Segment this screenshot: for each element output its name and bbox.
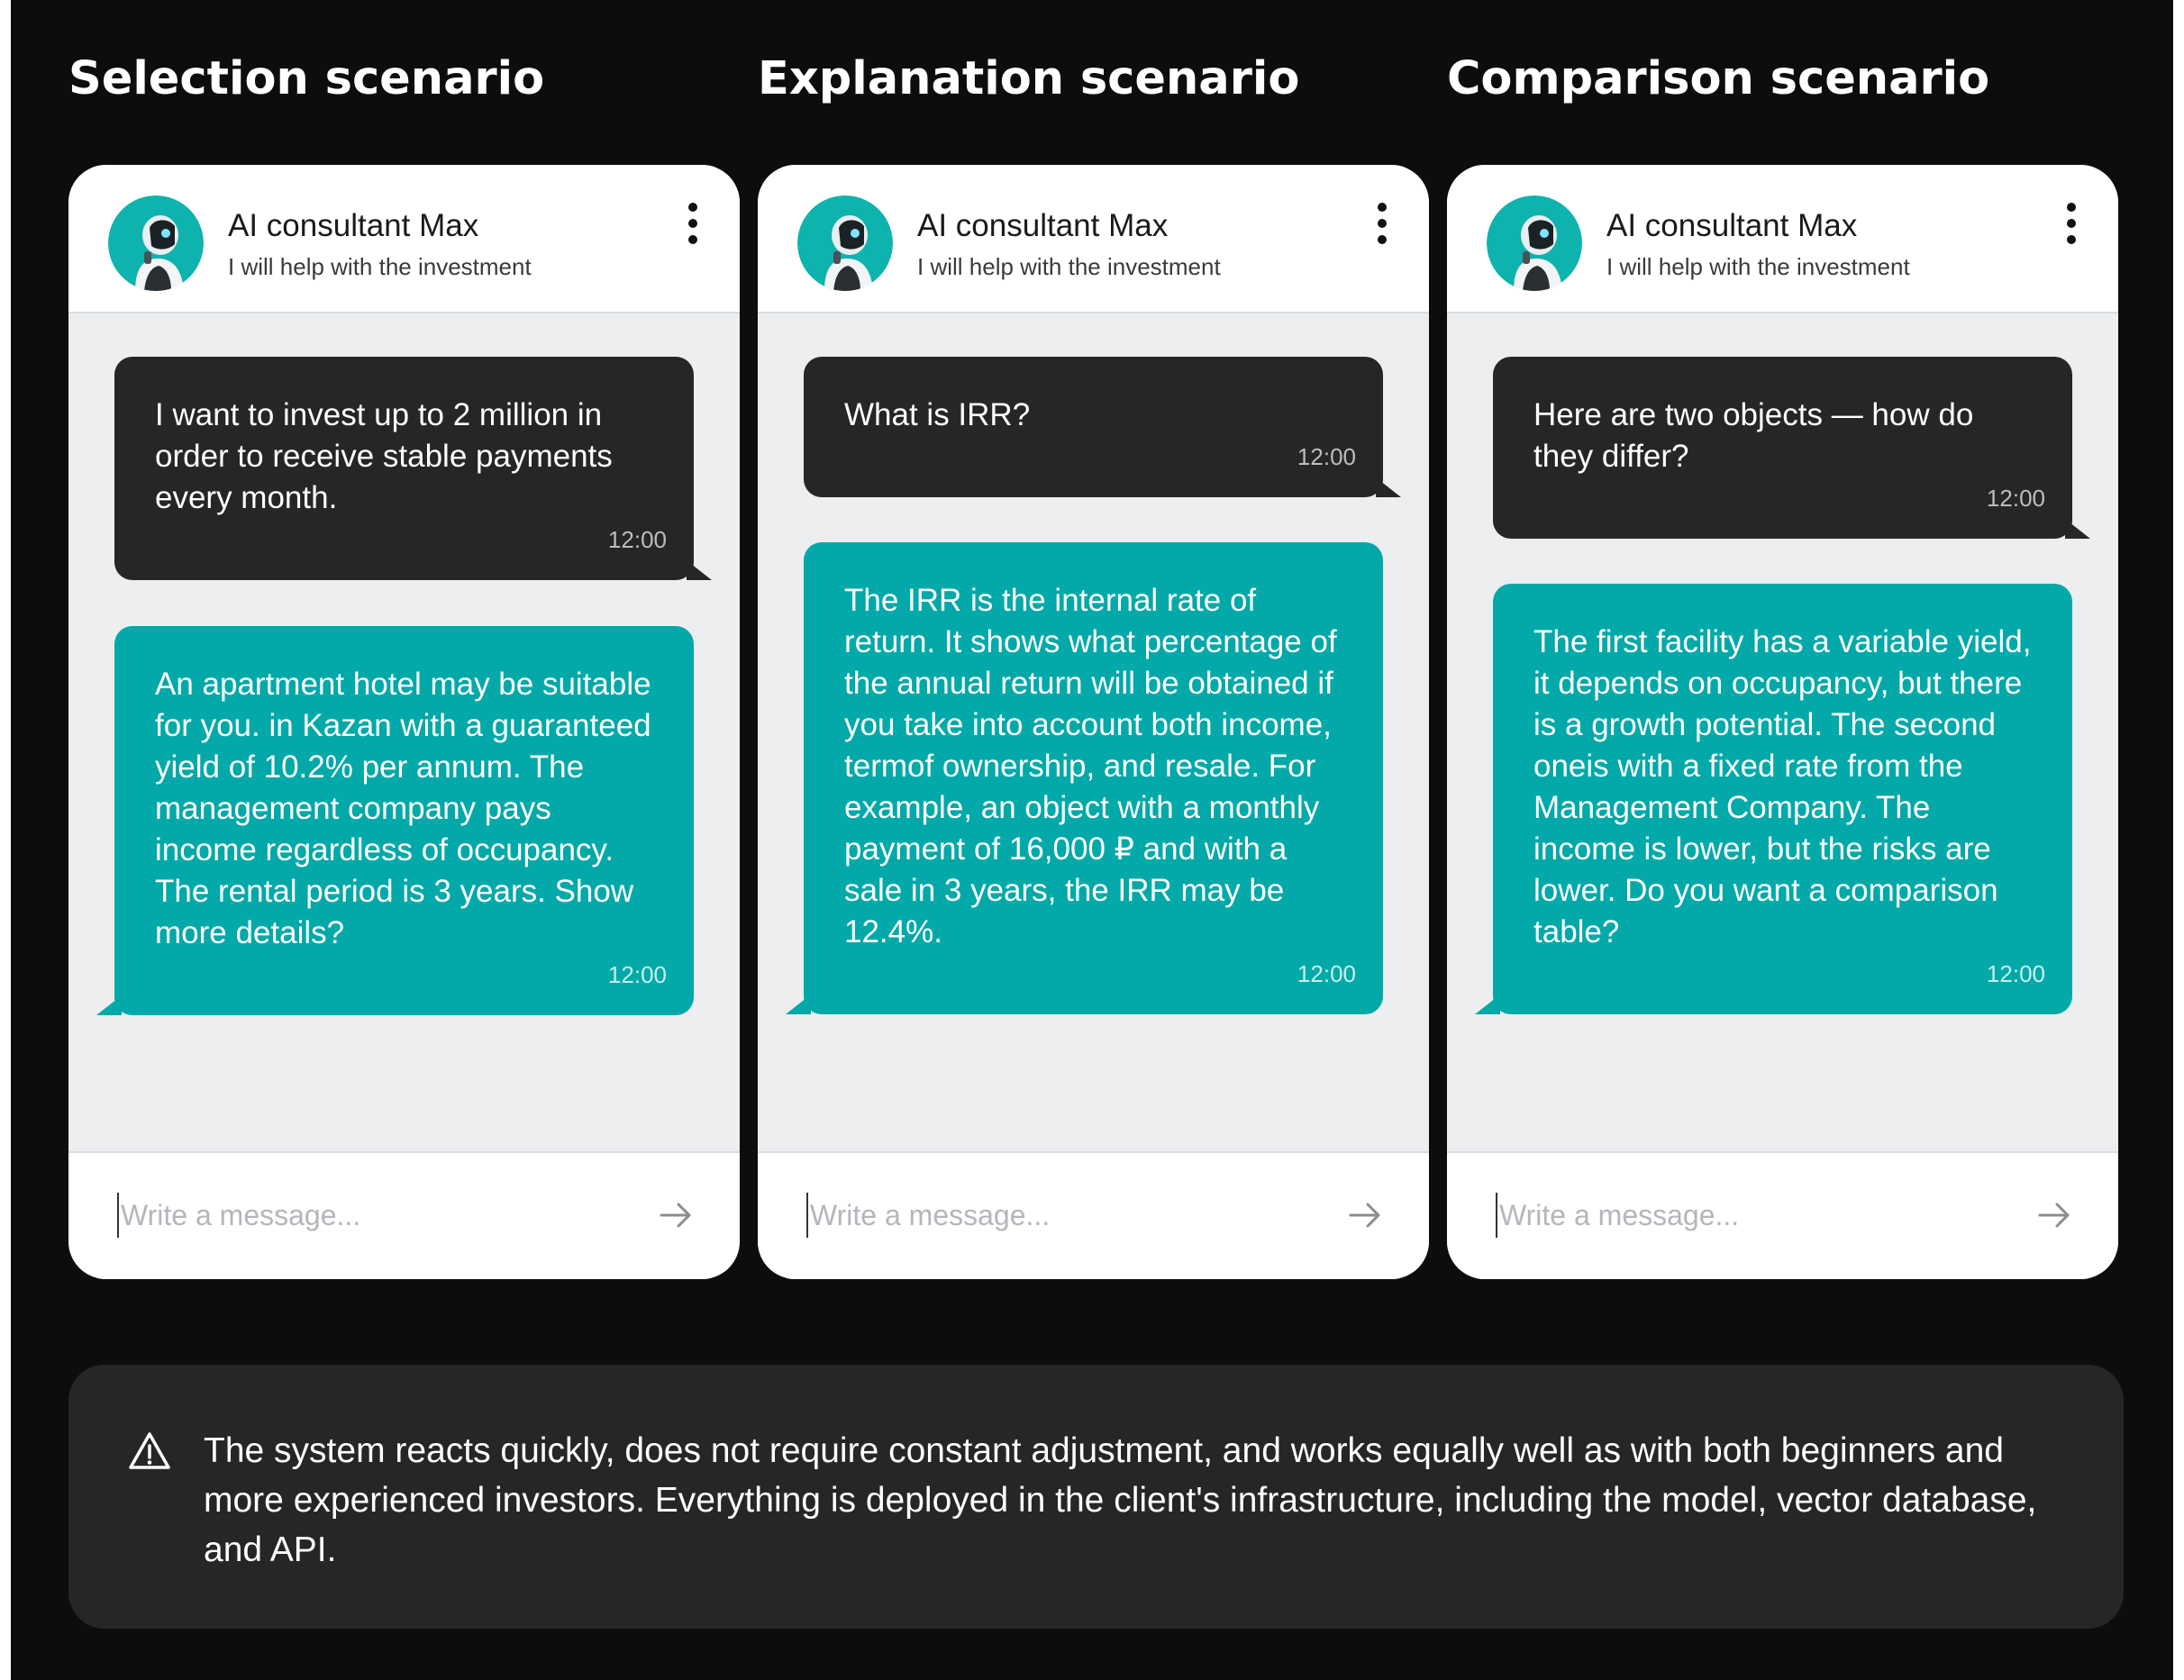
user-message-bubble: [804, 357, 1383, 497]
robot-avatar-icon: [1487, 195, 1582, 291]
robot-avatar-icon: [797, 195, 893, 291]
consultant-subtitle: I will help with the investment: [228, 253, 532, 280]
chat-area: [758, 313, 1429, 1153]
scenario-title-selection: Selection scenario: [68, 52, 545, 105]
send-arrow-icon[interactable]: [2037, 1198, 2071, 1232]
consultant-name: AI consultant Max: [917, 208, 1169, 243]
user-message-text: I want to invest up to 2 million in order to receive stable payments every month.: [155, 397, 613, 515]
chat-window-explanation: [758, 165, 1429, 1279]
scenario-title-explanation: Explanation scenario: [758, 52, 1300, 105]
bot-message-bubble: [1493, 584, 2072, 1014]
consultant-name: AI consultant Max: [228, 208, 479, 243]
more-options-icon[interactable]: [1371, 203, 1393, 244]
message-input[interactable]: [1496, 1193, 2000, 1238]
message-time: 12:00: [1986, 485, 2045, 512]
warning-icon: [128, 1431, 171, 1471]
chat-area: [1447, 313, 2118, 1153]
message-input[interactable]: [117, 1193, 622, 1238]
chat-area: [68, 313, 740, 1153]
notice-text: The system reacts quickly, does not require constant adjustment, and works equally well as with both beginners and more experienced investors. Everything is deployed in the client's infrastructure, including the model, vector database, and API.: [204, 1431, 2037, 1569]
send-arrow-icon[interactable]: [659, 1198, 693, 1232]
canvas: [11, 0, 2173, 1680]
avatar: [797, 195, 893, 291]
more-options-icon[interactable]: [682, 203, 704, 244]
chat-header: [758, 165, 1429, 313]
message-time: 12:00: [607, 526, 667, 553]
message-time: 12:00: [607, 961, 667, 988]
message-composer: [68, 1155, 740, 1279]
bot-message-text: The IRR is the internal rate of return. It shows what percentage of the annual return will be obtained if you take into account both income, termof ownership, and resale. For example, an object with a monthly payment of 16,000 ₽ and with a sale in 3 years, the IRR may be 12.4%.: [844, 583, 1337, 949]
chat-window-selection: [68, 165, 740, 1279]
bot-message-text: An apartment hotel may be suitable for you. in Kazan with a guaranteed yield of 10.2% per annum. The management company pays income regardless of occupancy. The rental period is 3 years. Show more details?: [155, 667, 651, 950]
chat-header: [68, 165, 740, 313]
user-message-bubble: [1493, 357, 2072, 539]
consultant-subtitle: I will help with the investment: [1606, 253, 1910, 280]
message-time: 12:00: [1297, 443, 1356, 470]
info-notice: [68, 1365, 2124, 1629]
message-input[interactable]: [806, 1193, 1311, 1238]
chat-header: [1447, 165, 2118, 313]
avatar: [1487, 195, 1582, 291]
bot-message-bubble: [804, 542, 1383, 1014]
consultant-subtitle: I will help with the investment: [917, 253, 1221, 280]
chat-window-comparison: [1447, 165, 2118, 1279]
more-options-icon[interactable]: [2061, 203, 2082, 244]
bot-message-text: The first facility has a variable yield, it depends on occupancy, but there is a growth potential. The second oneis with a fixed rate from the Management Company. The income is lower, but the risks are lower. Do you want a comparison table?: [1533, 624, 2032, 949]
avatar: [108, 195, 204, 291]
scenario-title-comparison: Comparison scenario: [1447, 52, 1990, 105]
message-time: 12:00: [1986, 960, 2045, 987]
send-arrow-icon[interactable]: [1348, 1198, 1382, 1232]
robot-avatar-icon: [108, 195, 204, 291]
message-composer: [758, 1155, 1429, 1279]
user-message-bubble: [114, 357, 694, 580]
message-composer: [1447, 1155, 2118, 1279]
user-message-text: What is IRR?: [844, 397, 1031, 432]
user-message-text: Here are two objects — how do they differ?: [1533, 397, 1974, 474]
bot-message-bubble: [114, 626, 694, 1015]
consultant-name: AI consultant Max: [1606, 208, 1858, 243]
message-time: 12:00: [1297, 960, 1356, 987]
